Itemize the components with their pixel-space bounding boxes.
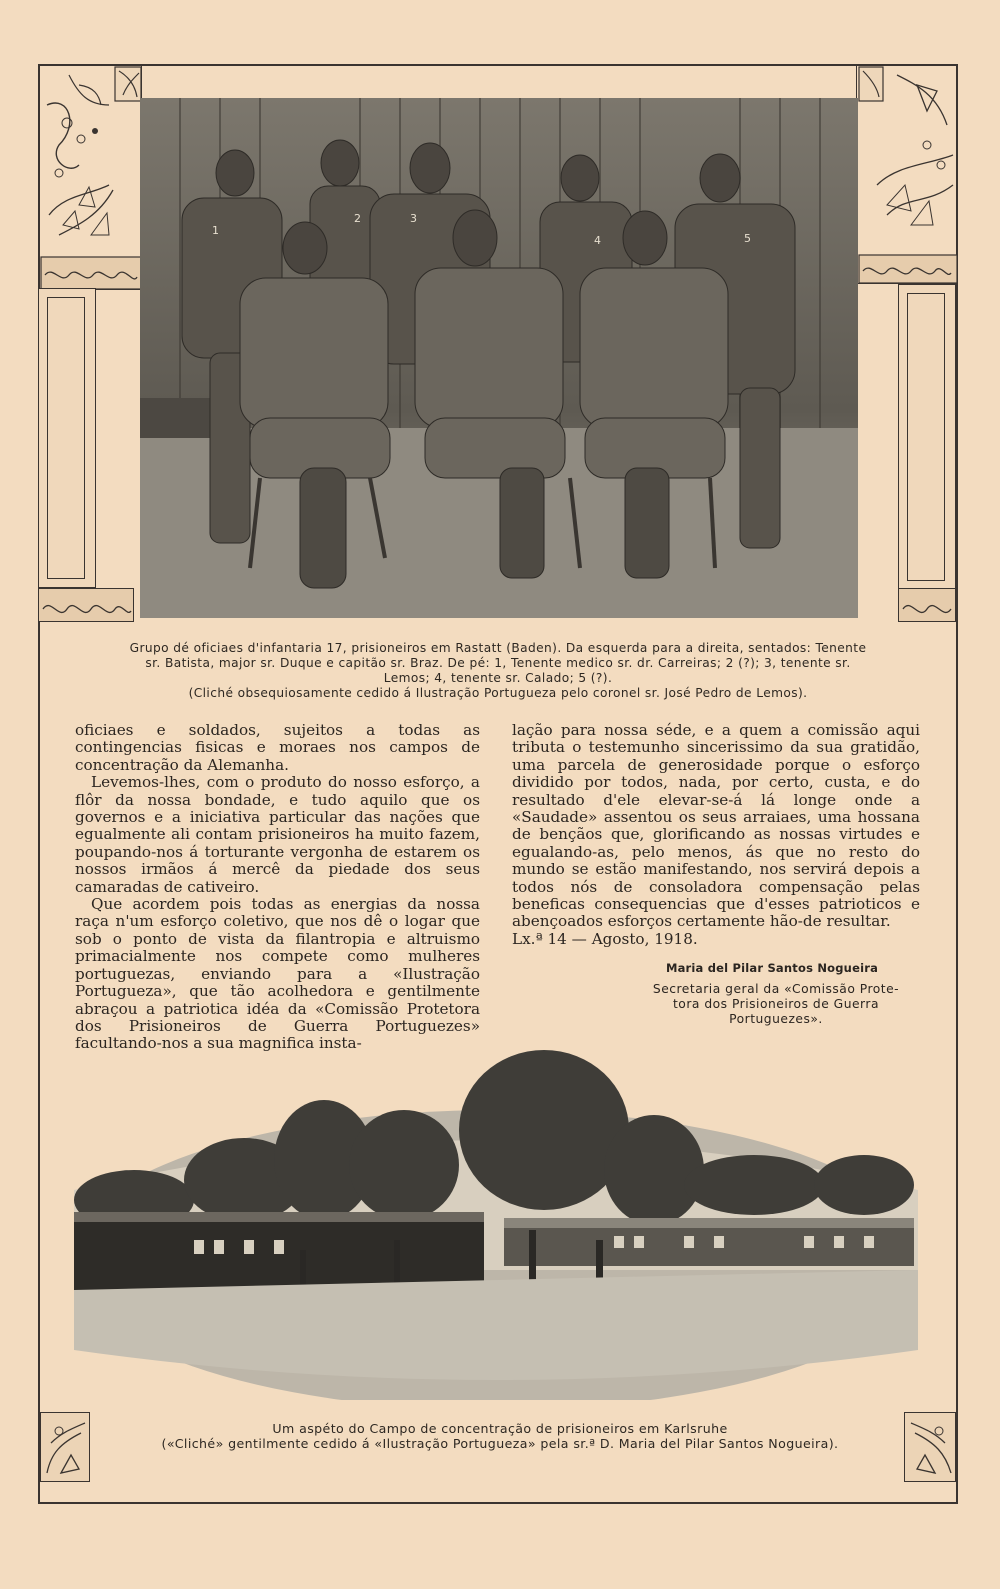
signature-role-line-2: tora dos Prisioneiros de Guerra [672,996,879,1011]
officer-number-2: 2 [354,212,361,225]
right-paragraph-1: lação para nossa séde, e a quem a comissão aqui tributa o testemunho sincerissimo da sua gratidão, uma parcela de generosidade porque o esforço dividido por todos, nada, por certo, custa, e do resultado d'ele elevar-se-á lá longe onde a «Saudade» assentou os seus arraiaes, uma hossana de bençãos que, glorificando as nossas virtudes e egualando-as, pelo menos, ás que no resto do mundo se estão manifestando, nos servirá depois a todos nós de consoladora compensação pelas beneficas consequencias que d'esses patrioticos e abençoados esforços certamente hão-de resultar. [512,721,920,931]
right-pillar-panel [907,293,945,581]
left-paragraph-1: oficiaes e soldados, sujeitos a todas as contingencias fisicas e moraes nos campos de concentração da Alemanha. [75,721,480,774]
article-left-column [75,722,480,1053]
signature-role-line-3: Portuguezes». [729,1011,823,1026]
caption-credit: (Cliché obsequiosamente cedido á Ilustração Portugueza pelo coronel sr. José Pedro de Lemos). [188,686,808,700]
camp-caption-line-1: Um aspéto do Campo de concentração de prisioneiros em Karlsruhe [272,1421,728,1436]
caption-line-2: sr. Batista, major sr. Duque e capitão sr. Braz. De pé: 1, Tenente medico sr. dr. Carreiras; 2 (?); 3, tenente sr. [145,656,851,670]
camp-caption-line-2: («Cliché» gentilmente cedido á «Ilustração Portugueza» pela sr.ª D. Maria del Pilar Santos Nogueira). [161,1436,839,1451]
floral-ornament-top-left [38,64,142,290]
officer-number-5: 5 [744,232,751,245]
caption-line-1: Grupo dé oficiaes d'infantaria 17, prisioneiros em Rastatt (Baden). Da esquerda para a direita, sentados: Tenente [129,641,867,655]
karlsruhe-camp-photograph [74,1050,918,1400]
article-right-column [512,722,920,1027]
floral-ornament-left-bottom [38,588,134,622]
right-column-pillar [898,284,956,590]
floral-ornament-bottom-left [40,1412,90,1482]
officer-number-1: 1 [212,224,219,237]
signature-role [512,982,920,1027]
officer-number-3: 3 [410,212,417,225]
left-pillar-panel [47,297,85,579]
left-paragraph-3: Que acordem pois todas as energias da nossa raça n'um esforço coletivo, que nos dê o logar que sob o ponto de vista da filantropia e altruismo primacialmente nos compete como mulheres portuguezas, enviando para a «Ilustração Portugueza», que tão acolhedora e gentilmente abraçou a patriotica idéa da «Comissão Protetora dos Prisioneiros de Guerra Portuguezes» facultando-nos a sua magnifica insta- [75,895,480,1053]
floral-ornament-bottom-right [904,1412,956,1482]
signature-role-line-1: Secretaria geral da «Comissão Prote- [652,981,900,996]
signature-name: Maria del Pilar Santos Nogueira [665,961,879,976]
left-column-pillar [38,288,96,588]
left-paragraph-2: Levemos-lhes, com o produto do nosso esforço, a flôr da nossa bondade, e tudo aquilo que os governos e a iniciativa particular das nações que egualmente ali contam prisioneiros ha muito fazem, poupando-nos á torturante vergonha de estarem os nossos irmãos á mercê da piedade dos seus camaradas de cativeiro. [75,773,480,896]
caption-line-3: Lemos; 4, tenente sr. Calado; 5 (?). [383,671,613,685]
officer-number-4: 4 [594,234,601,247]
floral-ornament-top-right [856,64,958,284]
photo-caption-officers [66,641,930,701]
dateline: Lx.ª 14 — Agosto, 1918. [512,929,698,948]
officers-group-photograph [140,98,858,618]
floral-ornament-right-bottom [898,588,956,622]
photo-caption-camp [100,1421,900,1451]
